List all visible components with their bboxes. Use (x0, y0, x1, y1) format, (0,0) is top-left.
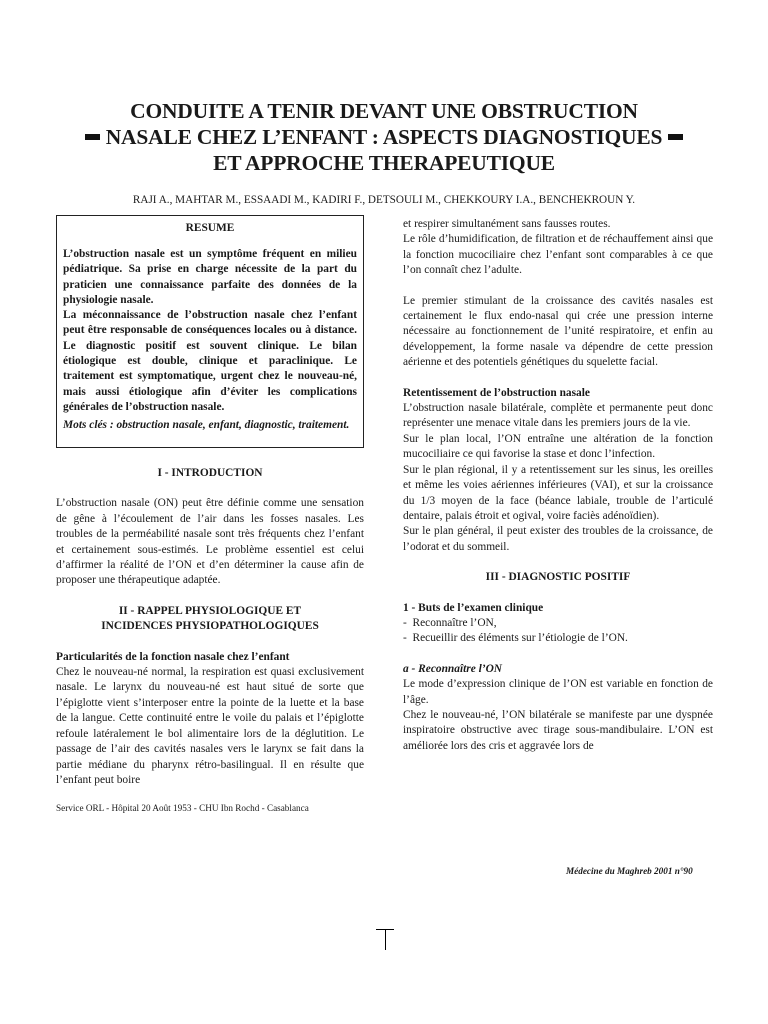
journal-reference: Médecine du Maghreb 2001 n°90 (566, 866, 693, 876)
resume-paragraph: La méconnaissance de l’obstruction nasale chez l’enfant peut être responsable de conséquences locales ou à distance. Le diagnostic positif est souvent clinique. Le bilan étiologique est double, clinique et paraclinique. Le traitement est symptomatique, urgent chez le nouveau-né, mais aussi étiologique afin d’éviter les complications générales de l’obstruction nasale. (63, 309, 357, 413)
body-paragraph: Chez le nouveau-né normal, la respiration est quasi exclusivement nasale. Le larynx du nouveau-né est haut situé de sorte que l’épiglotte vient s’interposer entre la pointe de la luette et la base de la langue. Cette continuité entre le voile du palais et l’épiglotte refoule latéralement le bol alimentaire lors de la déglutition. Le passage de l’air des cavités nasales vers le larynx se fait dans la partie médiane du pharynx rétro-basilingual. Il en résulte que l’enfant peut boire (56, 666, 364, 786)
keywords: Mots clés : obstruction nasale, enfant, diagnostic, traitement. (63, 419, 350, 432)
section-heading-rappel-2: INCIDENCES PHYSIOPATHOLOGIQUES (101, 620, 319, 633)
affiliation-footnote: Service ORL - Hôpital 20 Août 1953 - CHU Ibn Rochd - Casablanca (56, 803, 309, 813)
resume-paragraph: L’obstruction nasale est un symptôme fréquent en milieu pédiatrique. Sa prise en charge nécessite de la part du praticien une connaissance parfaite des données de la physiologie nasale. (63, 248, 357, 306)
section-heading-rappel-1: II - RAPPEL PHYSIOLOGIQUE ET (118, 604, 302, 617)
body-paragraph: Sur le plan local, l’ON entraîne une altération de la fonction mucociliaire ce qui favorise la stase et donc l’infection. (403, 432, 713, 461)
title-line-1: CONDUITE A TENIR DEVANT UNE OBSTRUCTION (130, 99, 638, 123)
resume-box (56, 215, 364, 448)
right-column (403, 217, 713, 754)
subheading-particularites: Particularités de la fonction nasale chez l’enfant (56, 650, 290, 663)
body-paragraph: et respirer simultanément sans fausses routes. (403, 218, 611, 230)
title-line-2: NASALE CHEZ L’ENFANT : ASPECTS DIAGNOSTIQUES (40, 124, 728, 150)
article-title (40, 98, 728, 176)
body-paragraph: Sur le plan général, il peut exister des troubles de la croissance, de l’odorat et du sommeil. (403, 525, 713, 553)
dash-icon (668, 134, 683, 140)
list-item: - Reconnaître l’ON, (403, 616, 497, 629)
body-paragraph: L’obstruction nasale (ON) peut être définie comme une sensation de gêne à l’écoulement de l’air dans les fosses nasales. Les troubles de la perméabilité nasale sont très fréquents chez l’enfant et certainement sous-estimés. Le problème essentiel est celui d’affirmer la réalité de l’ON et d’en déterminer la cause afin de proposer une thérapeutique adaptée. (56, 497, 364, 587)
left-column (56, 466, 364, 788)
spacer (403, 647, 713, 662)
body-paragraph: Le mode d’expression clinique de l’ON est variable en fonction de l’âge. (403, 678, 713, 706)
spacer (56, 589, 364, 604)
dash-icon (85, 134, 100, 140)
subheading-retentissement: Retentissement de l’obstruction nasale (403, 386, 590, 399)
spacer (403, 279, 713, 294)
list-item: - Recueillir des éléments sur l’étiologie de l’ON. (403, 632, 628, 645)
resume-heading: RESUME (185, 222, 235, 234)
section-heading-diagnostic: III - DIAGNOSTIC POSITIF (485, 571, 631, 584)
spacer (403, 586, 713, 601)
spacer (403, 555, 713, 570)
subheading-buts: 1 - Buts de l’examen clinique (403, 601, 544, 614)
body-paragraph: Chez le nouveau-né, l’ON bilatérale se manifeste par une dyspnée inspiratoire obstructive avec tirage sous-mandibulaire. L’ON est améliorée lors des cris et aggravée lors de (403, 708, 713, 752)
subheading-reconnaitre: a - Reconnaître l’ON (403, 662, 503, 675)
spacer (56, 635, 364, 650)
crop-mark (385, 929, 386, 950)
body-paragraph: Le rôle d’humidification, de filtration et de réchauffement ainsi que la fonction mucociliaire chez l’enfant sont comparables à ce que l’on connaît chez l’adulte. (403, 233, 713, 277)
body-paragraph: Sur le plan régional, il y a retentissement sur les sinus, les oreilles et même les voies aériennes inférieures (VAI), et sur la croissance du 1/3 moyen de la face (béance labiale, trouble de l’articulé dentaire, palais étroit et ogival, voire faciès adénoïdien). (403, 463, 713, 522)
section-heading-introduction: I - INTRODUCTION (157, 467, 263, 479)
title-line-3: ET APPROCHE THERAPEUTIQUE (213, 151, 555, 175)
spacer (403, 371, 713, 386)
spacer (56, 481, 364, 496)
authors: RAJI A., MAHTAR M., ESSAADI M., KADIRI F., DETSOULI M., CHEKKOURY I.A., BENCHEKROUN Y. (132, 194, 636, 206)
body-paragraph: Le premier stimulant de la croissance des cavités nasales est certainement le flux endo-nasal qui crée une pression interne nécessaire au fonctionnement de l’unité respiratoire, et enfin au développement, la forme nasale va dépendre de cette pression aérienne et des potentiels génétiques du squelette facial. (403, 294, 713, 369)
body-paragraph: L’obstruction nasale bilatérale, complète et permanente peut donc représenter une menace vitale dans les premiers jours de la vie. (403, 402, 713, 430)
